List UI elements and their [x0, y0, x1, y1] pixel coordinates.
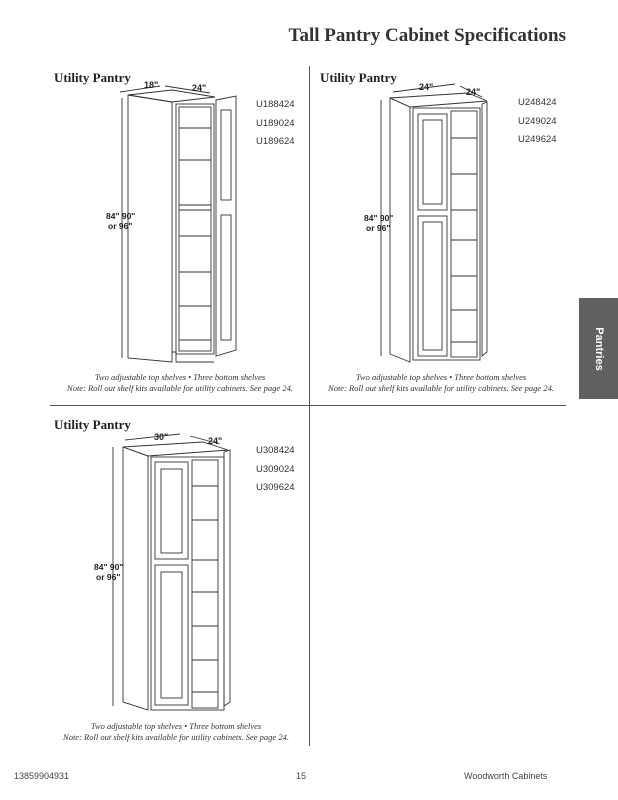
panel-heading: Utility Pantry — [320, 70, 397, 85]
dim-height-line1: 84" 90" — [364, 213, 394, 223]
section-tab-label: Pantries — [592, 326, 605, 371]
dim-height-line2: or 96" — [108, 221, 133, 231]
panel-note — [316, 372, 566, 394]
cabinet-drawing-18 — [100, 78, 260, 368]
divider-horizontal — [50, 405, 566, 406]
divider-vertical — [309, 66, 310, 409]
dim-depth: 24" — [208, 436, 223, 446]
cabinet-drawing-30 — [90, 425, 250, 715]
dim-depth: 24" — [192, 83, 207, 93]
model-number: U308424 — [256, 445, 295, 456]
dim-width: 30" — [154, 432, 169, 442]
dim-height-line1: 84" 90" — [94, 562, 124, 572]
panel-note — [56, 721, 296, 743]
model-number: U248424 — [518, 97, 557, 108]
model-list — [256, 442, 295, 498]
model-number: U249024 — [518, 115, 557, 127]
dim-height-line2: or 96" — [366, 223, 391, 233]
dim-depth: 24" — [466, 87, 481, 97]
panel-note — [60, 372, 300, 394]
dim-width: 24" — [419, 82, 434, 92]
note-line-2: Note: Roll out shelf kits available for utility cabinets. See page 24. — [67, 383, 293, 393]
model-number: U188424 — [256, 99, 295, 110]
footer-brand: Woodworth Cabinets — [464, 771, 548, 781]
section-tab-pantries[interactable] — [579, 298, 618, 399]
divider-vertical-lower — [309, 406, 310, 746]
page-title: Tall Pantry Cabinet Specifications — [288, 25, 566, 46]
dim-width: 18" — [144, 80, 159, 90]
note-line-2: Note: Roll out shelf kits available for utility cabinets. See page 24. — [328, 383, 554, 393]
note-line-1: Two adjustable top shelves • Three bottom shelves — [90, 721, 262, 731]
model-number: U189024 — [256, 117, 295, 129]
dim-height-line1: 84" 90" — [106, 211, 136, 221]
note-line-2: Note: Roll out shelf kits available for utility cabinets. See page 24. — [63, 732, 289, 742]
model-list — [256, 96, 295, 152]
model-number: U189624 — [256, 136, 295, 147]
model-number: U309624 — [256, 482, 295, 493]
note-line-1: Two adjustable top shelves • Three bottom shelves — [94, 372, 266, 382]
note-line-1: Two adjustable top shelves • Three bottom shelves — [355, 372, 527, 382]
panel-heading: Utility Pantry — [54, 417, 131, 432]
footer-code: 13859904931 — [14, 771, 70, 781]
page-number: 15 — [296, 771, 307, 781]
model-number: U309024 — [256, 463, 295, 475]
model-list — [518, 94, 557, 150]
dim-height-line2: or 96" — [96, 572, 121, 582]
panel-heading: Utility Pantry — [54, 70, 131, 85]
model-number: U249624 — [518, 134, 557, 145]
cabinet-drawing-24 — [360, 78, 510, 368]
